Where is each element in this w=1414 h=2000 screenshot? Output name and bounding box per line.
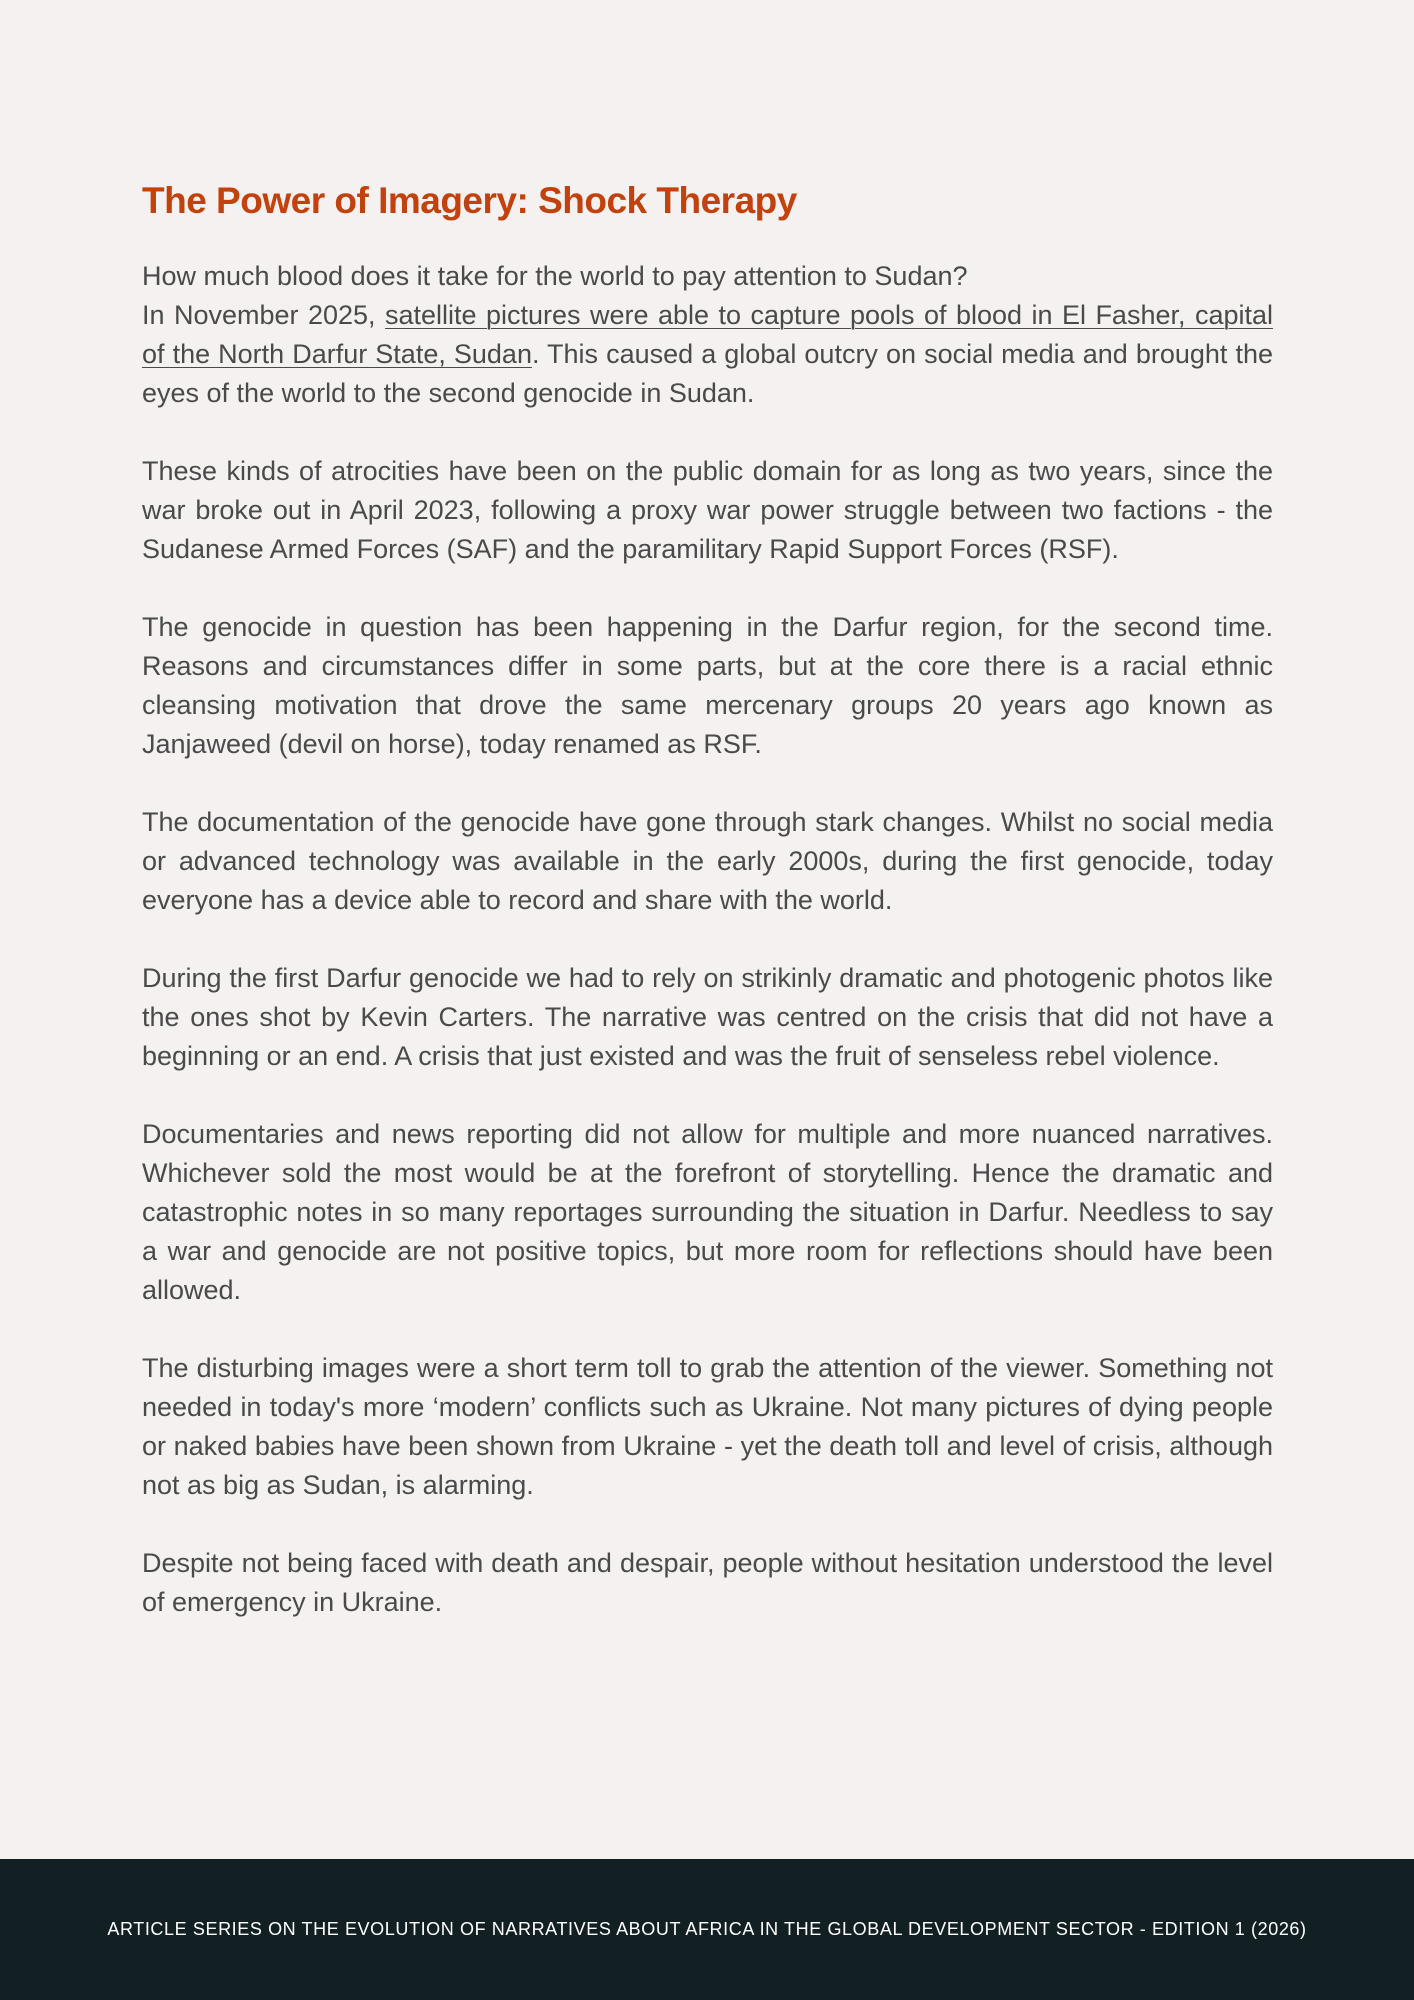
footer-series-label: ARTICLE SERIES ON THE EVOLUTION OF NARRATIVES ABOUT AFRICA IN THE GLOBAL DEVELOPMENT SECTOR - EDITION 1 (2026) (107, 1919, 1307, 1939)
satellite-pictures-link[interactable]: satellite pictures were able to capture pools of blood in El Fasher, capital of the North Darfur State, Sudan (142, 300, 1273, 369)
article-title: The Power of Imagery: Shock Therapy (142, 180, 797, 221)
paragraph-6: Documentaries and news reporting did not allow for multiple and more nuanced narratives. Whichever sold the most would be at the forefront of storytelling. Hence the dramatic and catastrophic notes in so many reportages surrounding the situation in Darfur. Needless to say a war and genocide are not positive topics, but more room for reflections should have been allowed. (142, 1119, 1273, 1305)
paragraph-1-intro: In November 2025, (142, 300, 386, 330)
paragraph-8: Despite not being faced with death and despair, people without hesitation understood the level of emergency in Ukraine. (142, 1548, 1273, 1617)
article (142, 175, 1273, 1661)
paragraph-7: The disturbing images were a short term toll to grab the attention of the viewer. Something not needed in today's more ‘modern’ conflicts such as Ukraine. Not many pictures of dying people or naked babies have been shown from Ukraine - yet the death toll and level of crisis, although not as big as Sudan, is alarming. (142, 1353, 1273, 1500)
lead-question: How much blood does it take for the world to pay attention to Sudan? (142, 261, 968, 291)
paragraph-4: The documentation of the genocide have gone through stark changes. Whilst no social media or advanced technology was available in the early 2000s, during the first genocide, today everyone has a device able to record and share with the world. (142, 807, 1273, 915)
page-footer (0, 1859, 1414, 2000)
paragraph-1-rest: . This caused a global outcry on social media and brought the eyes of the world to the second genocide in Sudan. (142, 339, 1274, 408)
paragraph-3: The genocide in question has been happening in the Darfur region, for the second time. Reasons and circumstances differ in some parts, but at the core there is a racial ethnic cleansing motivation that drove the same mercenary groups 20 years ago known as Janjaweed (devil on horse), today renamed as RSF. (142, 612, 1273, 759)
paragraph-5: During the first Darfur genocide we had to rely on strikinly dramatic and photogenic photos like the ones shot by Kevin Carters. The narrative was centred on the crisis that did not have a beginning or an end. A crisis that just existed and was the fruit of senseless rebel violence. (142, 963, 1273, 1071)
paragraph-1 (142, 296, 1273, 413)
paragraph-2: These kinds of atrocities have been on the public domain for as long as two years, since the war broke out in April 2023, following a proxy war power struggle between two factions - the Sudanese Armed Forces (SAF) and the paramilitary Rapid Support Forces (RSF). (142, 456, 1273, 564)
